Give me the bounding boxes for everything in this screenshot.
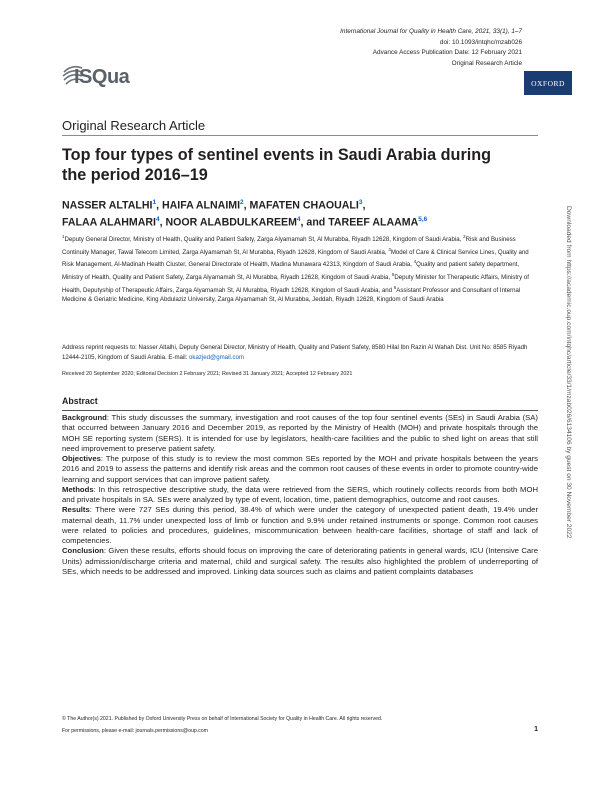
abstract-paragraph: [62, 505, 538, 546]
email-link[interactable]: okazjed@gmail.com: [189, 353, 244, 361]
section-label: Original Research Article: [62, 118, 206, 133]
address-text: Address reprint requests to: Nasser Altalhi, Deputy General Director, Ministry of Health, Quality and Patient Safety, 8580 Hilal Ibn Razin Al Wahah Dist. Unit No: 8585 Riyadh 12444-2105, Kingdom of Saudi Arabia. E-mail:: [62, 344, 528, 361]
author-affil-ref[interactable]: 2: [240, 199, 244, 206]
advance-access-date: Advance Access Publication Date: 12 February 2021: [372, 49, 522, 57]
permissions-notice: For permissions, please e-mail: journals.permissions@oup.com: [62, 728, 208, 734]
abstract-paragraph: [62, 485, 538, 506]
author-name: NOOR ALABDULKAREEM: [165, 216, 297, 229]
abstract-paragraph: [62, 454, 538, 485]
affil-text: Quality and patient safety department, Ministry of Health, Quality and Patient Safety, Zarga Alyamamah St, Al Murabba, Riyadh 12628, Kingdom of Saudi Arabia,: [62, 261, 520, 281]
abstract-label: Background: [62, 413, 107, 422]
affil-text: Model of Care & Clinical Service Lines, Quality and Risk Management, Al-Madinah Health Cluster, General Directorate of Health, Madina Munawara 42313, Kingdom of Saudi Arabia,: [62, 248, 529, 269]
author-separator: ,: [159, 216, 166, 229]
author-name: TAREEF ALAAMA: [328, 216, 419, 229]
journal-citation: International Journal for Quality in Health Care, 2021, 33(1), 1–7: [340, 28, 522, 35]
author-separator: , and: [300, 216, 329, 229]
abstract-divider: [62, 410, 538, 411]
journal-header: [222, 27, 522, 69]
affil-number: 6: [393, 284, 397, 290]
doi-link[interactable]: doi: 10.1093/intqhc/mzab026: [439, 38, 522, 46]
abstract-text: : This study discusses the summary, investigation and root causes of the top four sentinel events (SEs) in Saudi Arabia (SA) that occurred between January 2016 and December 2019, as reported by the Ministry of Health (MOH) and private hospitals through the MOH SE reporting system (SERS). It is intended for use by legislators, health-care facilities and the public to shed light on areas that still need improvement to preserve patient safety.: [62, 413, 538, 453]
section-divider: [62, 135, 538, 136]
download-watermark: Downloaded from https://academic.oup.com/intqhc/article/33/1/mzab026/6134106 by guest on 30 November 2022: [565, 206, 572, 539]
isqua-logo-text: ISQua: [74, 66, 130, 88]
abstract-label: Methods: [62, 484, 94, 494]
abstract-label: Objectives: [62, 454, 101, 463]
author-affil-ref[interactable]: 4: [296, 216, 301, 224]
abstract-text: : The purpose of this study is to review the most common SEs reported by the MOH and private hospitals between the years 2016 and 2019 to assess the patterns and identify risk areas and the common root causes of these events in order to promote country-wide learning and support services that can improve patient safety.: [62, 454, 538, 484]
copyright-notice: © The Author(s) 2021. Published by Oxford University Press on behalf of International Society for Quality in Health Care. All rights reserved.: [62, 716, 383, 722]
affil-text: Deputy Minister for Therapeutic Affairs, Ministry of Health, Deputyship of Therapeutic Affairs, Zarga Alyamamah St, Al Murabba, Riyadh 12628, Kingdom of Saudi Arabia, and: [62, 273, 529, 294]
article-title: Top four types of sentinel events in Saudi Arabia during the period 2016–19: [62, 146, 492, 184]
affil-number: 3: [388, 246, 391, 252]
affil-number: 2: [463, 234, 466, 239]
author-separator: ,: [156, 199, 162, 212]
abstract-paragraph: [62, 413, 538, 454]
author-list: [62, 196, 502, 230]
received-dates: Received 20 September 2020; Editorial Decision 2 February 2021; Revised 31 January 2021; Accepted 12 February 2021: [62, 371, 353, 377]
author-affil-ref[interactable]: 3: [358, 199, 363, 206]
affil-text: Risk and Business Continuity Manager, Tawal Telecom Limited, Zarga Alyamamah St, Al Murabba, Riyadh 12628, Kingdom of Saudi Arabia,: [62, 236, 516, 256]
oxford-logo: OXFORD: [524, 71, 572, 95]
affil-text: Assistant Professor and Consultant of Internal Medicine & Geriatric Medicine, King Abdulaziz University, Zarga Alyamamah St, Al Murabba, Jeddah, Riyadh 12628, Kingdom of Saudi Arabia: [62, 286, 521, 304]
author-separator: ,: [243, 199, 250, 212]
article-type: Original Research Article: [451, 59, 522, 67]
affiliations: [62, 232, 538, 305]
abstract-label: Results: [62, 505, 90, 515]
author-name: FALAA ALAHMARI: [62, 216, 156, 229]
abstract-heading: Abstract: [62, 396, 98, 406]
author-name: MAFATEN CHAOUALI: [249, 199, 359, 212]
author-separator: ,: [362, 199, 366, 212]
author-affil-ref[interactable]: 4: [155, 216, 160, 224]
author-name: NASSER ALTALHI: [62, 199, 153, 212]
author-name: HAIFA ALNAIMI: [161, 199, 241, 212]
reprint-address: [62, 343, 538, 362]
abstract-text: : Given these results, efforts should focus on improving the care of deteriorating patients in general wards, ICU (Intensive Care Units) admission/discharge criteria and maternal, child and surgical safety. The results also highlighted the problem of underreporting of SEs, which needs to be addressed and improved. Linking data sources such as claims and patient complaints databases: [62, 546, 538, 576]
abstract-body: [62, 413, 538, 577]
abstract-text: : There were 727 SEs during this period, 38.4% of which were under the category of unexpected patient death, 19.4% under maternal death, 11.7% under unexpected loss of limb or function and 9.9% under retained instruments or sponge. Common root causes were related to policies and procedures, guidelines, miscommunication between health-care facilities, shortage of staff and lack of competencies.: [62, 505, 538, 545]
affil-number: 4: [413, 259, 417, 265]
affil-number: 5: [391, 271, 395, 277]
author-affil-ref[interactable]: 1: [152, 199, 157, 206]
page-number: 1: [534, 726, 538, 733]
affil-number: 1: [62, 234, 65, 239]
affil-text: Deputy General Director, Ministry of Health, Quality and Patient Safety, Zarga Alyamamah St, Al Murabba, Riyadh 12628, Kingdom of Saudi Arabia,: [64, 236, 464, 244]
abstract-text: : In this retrospective descriptive study, the data were retrieved from the SERS, which routinely collects records from both MOH and private hospitals in SA. SEs were analyzed by type of event, location, time, patient demographics, outcome and root causes.: [62, 484, 538, 504]
abstract-paragraph: [62, 546, 538, 577]
abstract-label: Conclusion: [62, 546, 104, 556]
author-affil-ref[interactable]: 5,6: [418, 216, 428, 224]
